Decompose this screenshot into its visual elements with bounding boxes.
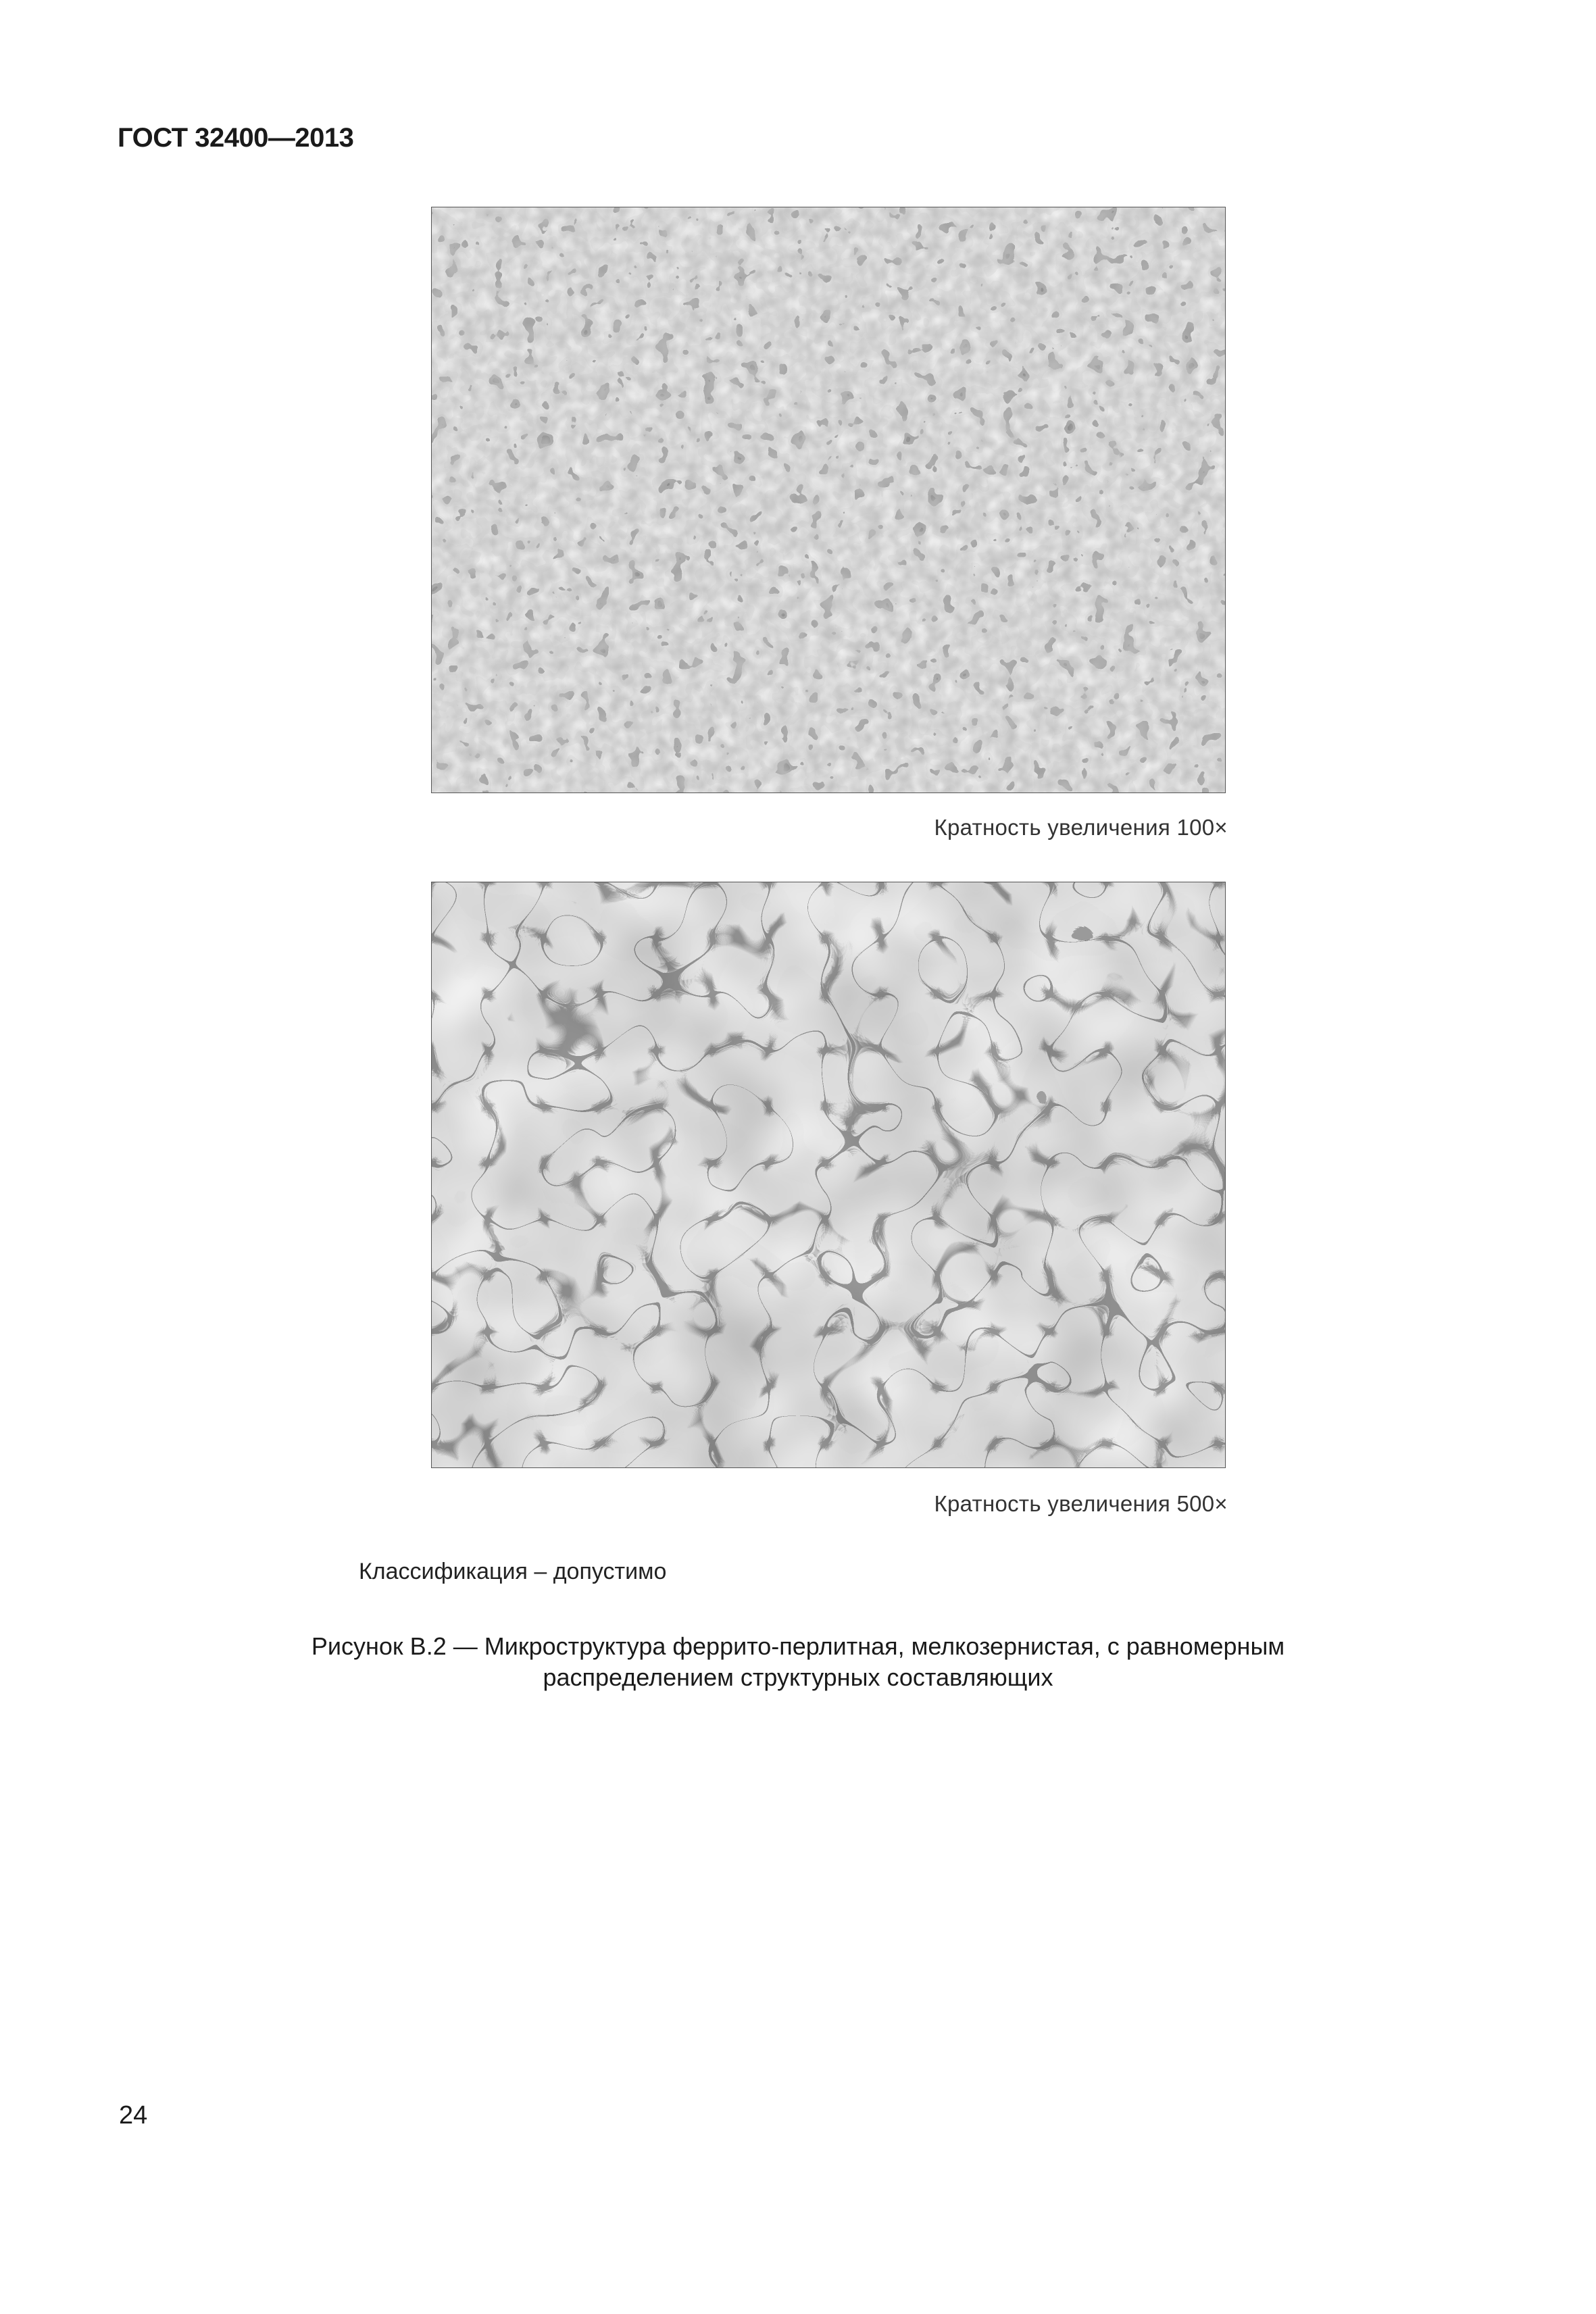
micrograph-100x-image xyxy=(431,207,1226,793)
page-number: 24 xyxy=(119,2101,148,2130)
magnification-label-500x: Кратность увеличения 500× xyxy=(934,1491,1228,1516)
magnification-label-100x: Кратность увеличения 100× xyxy=(934,815,1228,840)
micrograph-500x-image xyxy=(431,882,1226,1468)
figure-caption xyxy=(203,1631,1393,1693)
classification-text: Классификация – допустимо xyxy=(359,1559,667,1584)
figure-caption-line-1: Рисунок В.2 — Микроструктура феррито-перлитная, мелкозернистая, с равномерным xyxy=(311,1632,1285,1660)
document-header: ГОСТ 32400—2013 xyxy=(118,123,354,153)
figure-caption-line-2: распределением структурных составляющих xyxy=(543,1663,1053,1691)
